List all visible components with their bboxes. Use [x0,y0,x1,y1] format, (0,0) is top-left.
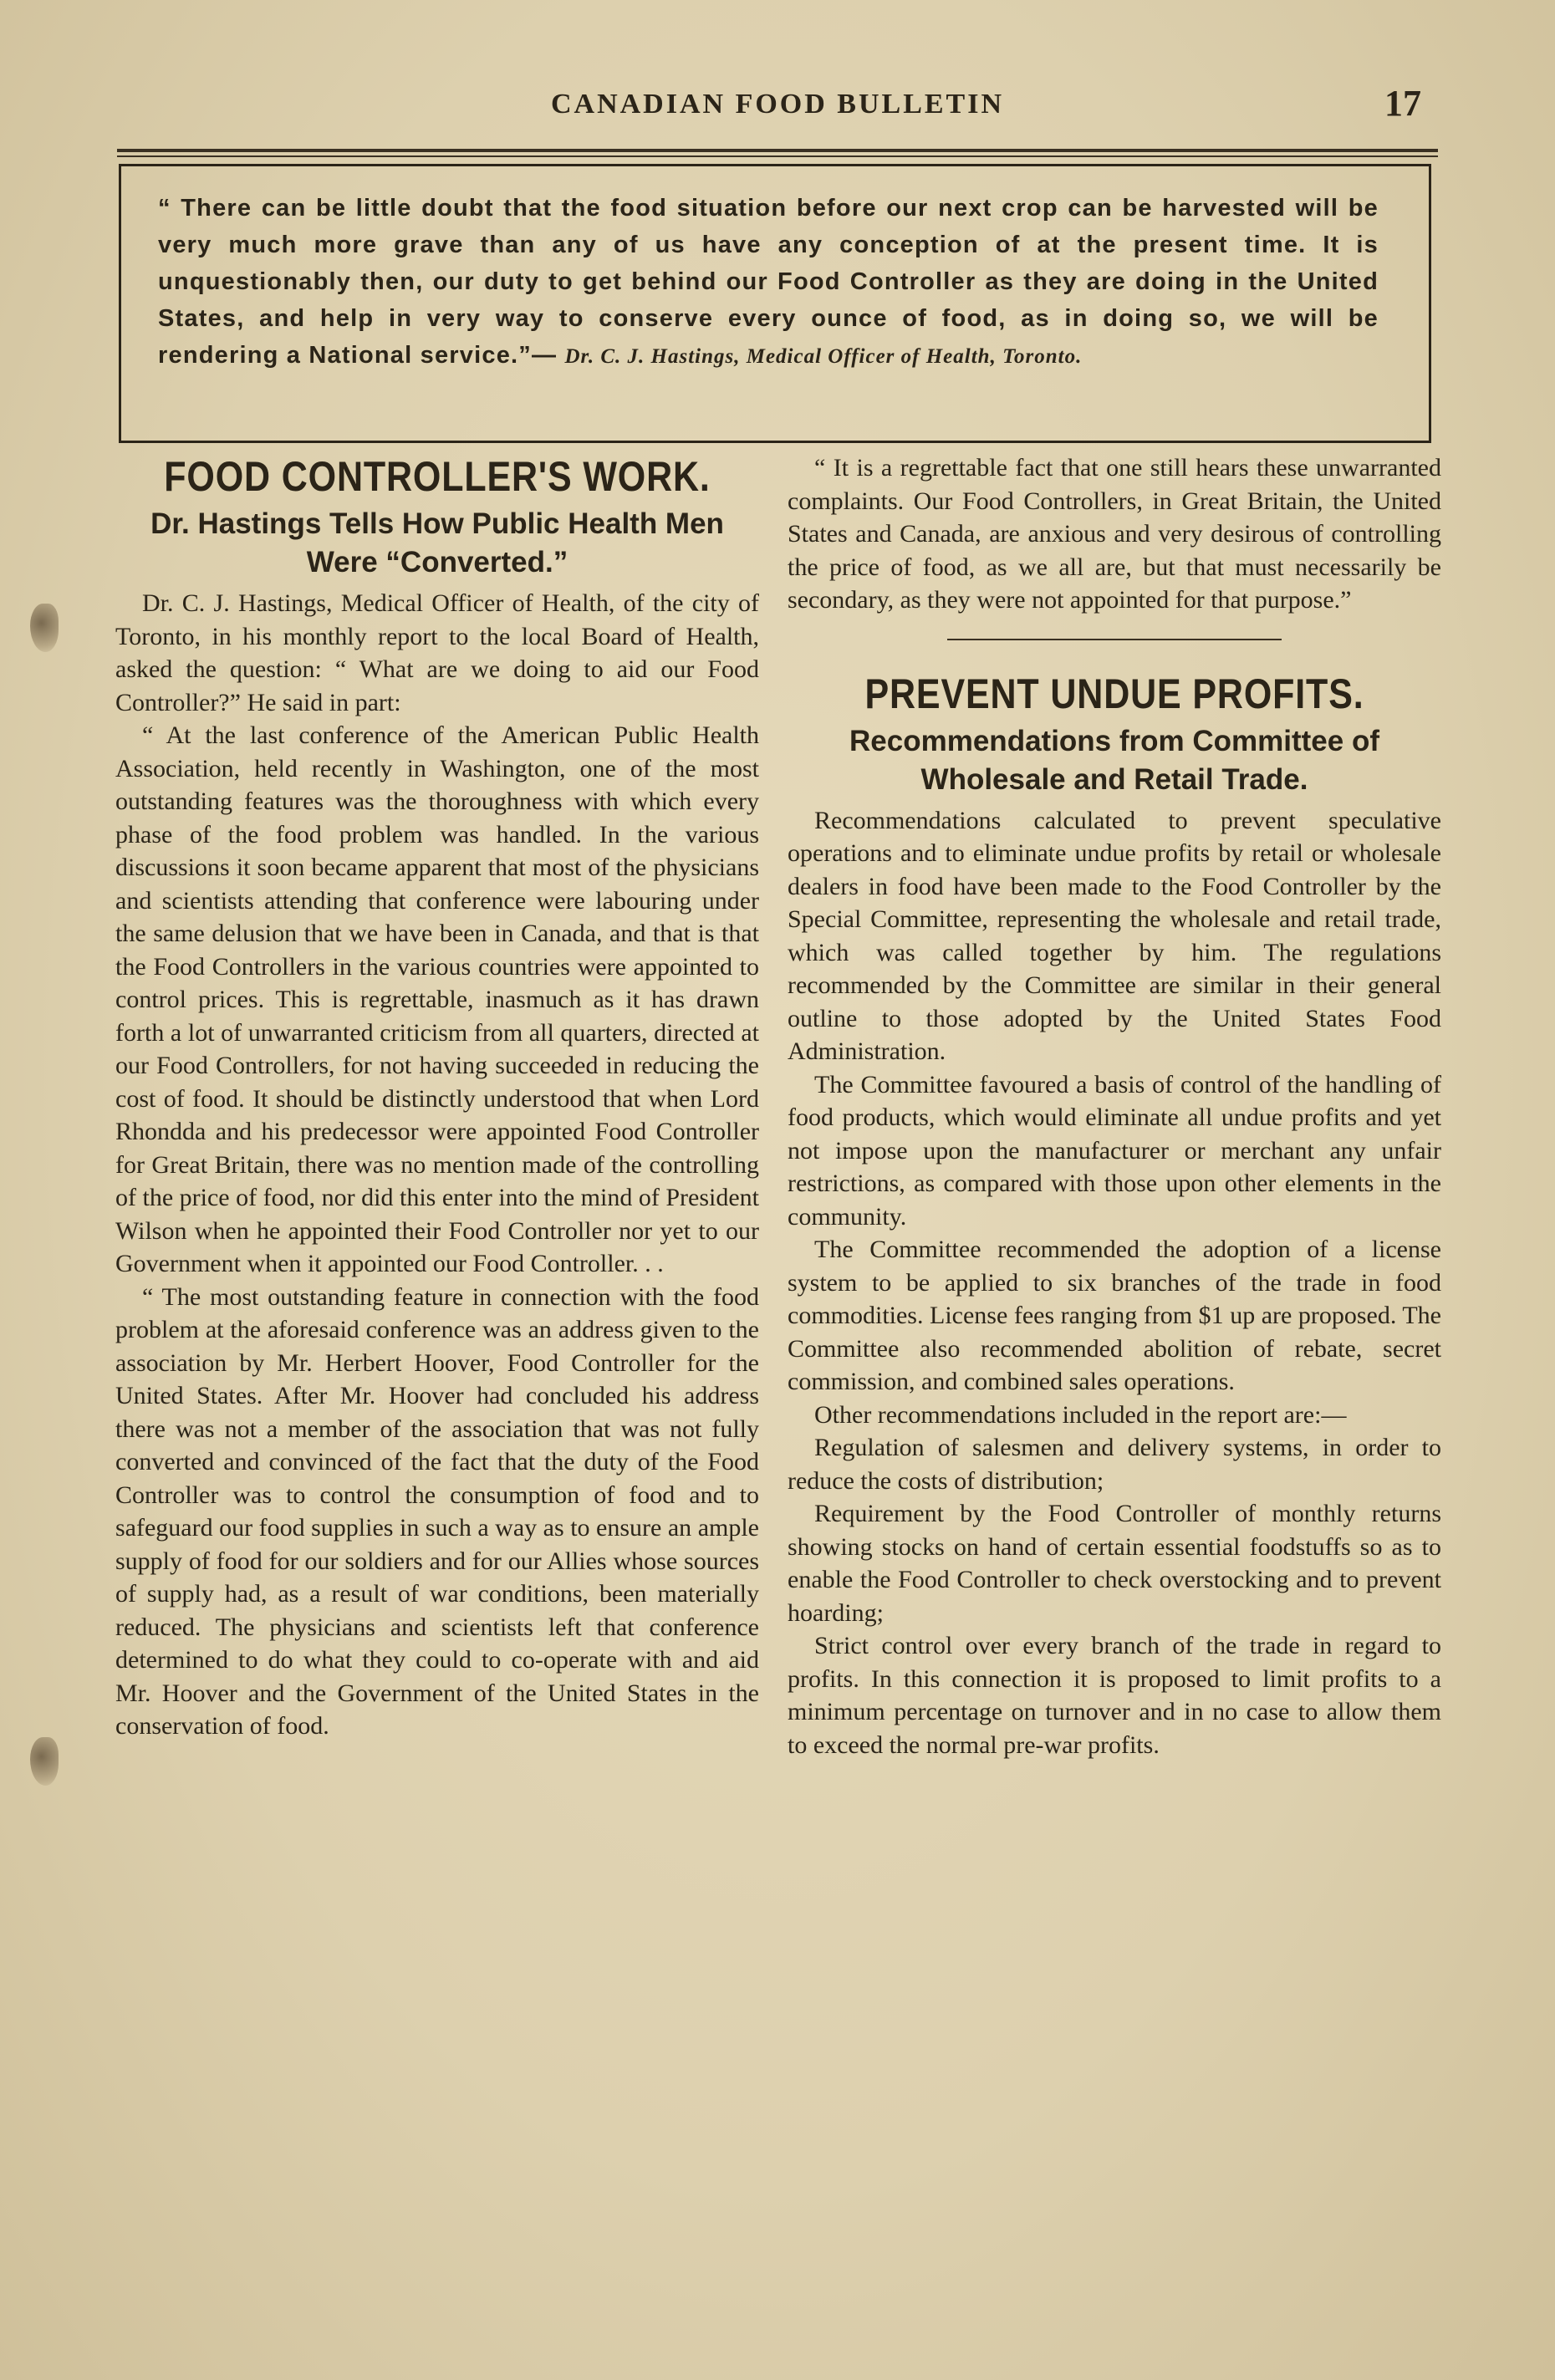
article-paragraph: The Committee recommended the adoption of a license system to be applied to six branches of the trade in food commodities. License fees ranging from $1 up are proposed. The Committee also recommended abolition of rebate, secret commission, and combined sales operations. [788,1236,1441,1395]
article-paragraph: Regulation of salesmen and delivery systems, in order to reduce the costs of distribution; [788,1434,1441,1495]
article-paragraph: “ At the last conference of the American Public Health Association, held recently in Washington, one of the most outstanding features was the thoroughness with which every phase of the food problem was handled. In the various discussions it soon became apparent that most of the physicians and scientists attending that conference were labouring under the same delusion that we have been in Canada, and that is that the Food Controllers in the various countries were appointed to control prices. This is regrettable, inasmuch as it has drawn forth a lot of unwarranted criticism from all quarters, directed at our Food Controllers, for not having succeeded in reducing the cost of food. It should be distinctly understood that when Lord Rhondda and his predecessor were appointed Food Controller for Great Britain, there was no mention made of the controlling of the price of food, nor did this enter into the mind of President Wilson when he appointed their Food Controller nor yet to our Government when it appointed our Food Controller. . . [115,721,759,1277]
article-paragraph: Dr. C. J. Hastings, Medical Officer of Health, of the city of Toronto, in his monthly report to the local Board of Health, asked the question: “ What are we doing to aid our Food Controller?” He said in part: [115,589,759,716]
article-paragraph: Requirement by the Food Controller of monthly returns showing stocks on hand of certain essential foodstuffs so as to enable the Food Controller to check overstocking and to prevent hoarding; [788,1500,1441,1627]
quote-box [119,164,1431,443]
article-paragraph: Recommendations calculated to prevent speculative operations and to eliminate undue profits by retail or wholesale dealers in food have been made to the Food Controller by the Special Committee, representing the wholesale and retail trade, which was called together by him. The regulations recommended by the Committee are similar in their general outline to those adopted by the United States Food Administration. [788,806,1441,1065]
header-rule [117,155,1438,157]
running-title: CANADIAN FOOD BULLETIN [550,89,1005,120]
article-subhead: Recommendations from Committee of Wholesale and Retail Trade. [849,724,1379,796]
right-column [788,451,1441,1761]
article-paragraph: The Committee favoured a basis of control of the handling of food products, which would eliminate all undue profits and yet not impose upon the manufacturer or merchant any unfair restrictions, as compared with those upon other elements in the community. [788,1070,1441,1231]
article-headline: FOOD CONTROLLER'S WORK. [164,453,711,500]
quote-attribution: Dr. C. J. Hastings, Medical Officer of Health, Toronto. [564,345,1083,368]
article-paragraph: Strict control over every branch of the trade in regard to profits. In this connection it is proposed to limit profits to a minimum percentage on turnover and in no case to allow them to exceed the normal pre-war profits. [788,1632,1441,1759]
left-column [115,451,759,1743]
article-continuation: “ It is a regrettable fact that one still hears these unwarranted complaints. Our Food Controllers, in Great Britain, the United States and Canada, are anxious and very desirous of controlling the price of food, as we all are, but that must necessarily be secondary, as they were not appointed for that purpose.” [788,454,1441,614]
header-rule [117,149,1438,152]
article-headline: PREVENT UNDUE PROFITS. [864,670,1364,717]
binding-hole-mark [30,1737,59,1786]
article-paragraph: “ The most outstanding feature in connection with the food problem at the aforesaid conference was an address given to the association by Mr. Herbert Hoover, Food Controller for the United States. After Mr. Hoover had concluded his address there was not a member of the association that was not fully converted and convinced of the fact that the duty of the Food Controller was to control the consumption of food and to safeguard our food supplies in such a way as to ensure an ample supply of food for our soldiers and for our Allies whose sources of supply had, as a result of war conditions, been materially reduced. The physicians and scientists left that conference determined to do what they could to co-operate with and aid Mr. Hoover and the Government of the United States in the conservation of food. [115,1282,759,1740]
article-subhead: Dr. Hastings Tells How Public Health Men Were “Converted.” [150,507,724,578]
article-paragraph: Other recommendations included in the report are:— [814,1400,1347,1429]
page-number: 17 [1384,83,1421,124]
section-divider [947,639,1282,640]
binding-hole-mark [30,604,59,652]
quote-text [158,190,1379,374]
quote-body: “ There can be little doubt that the food situation before our next crop can be harvested will be very much more grave than any of us have any conception of at the present time. It is unquestionably then, our duty to get behind our Food Controller as they are doing in the United States, and help in very way to conserve every ounce of food, as in doing so, we will be rendering a National service.”— [158,195,1379,369]
page-header [117,84,1438,134]
